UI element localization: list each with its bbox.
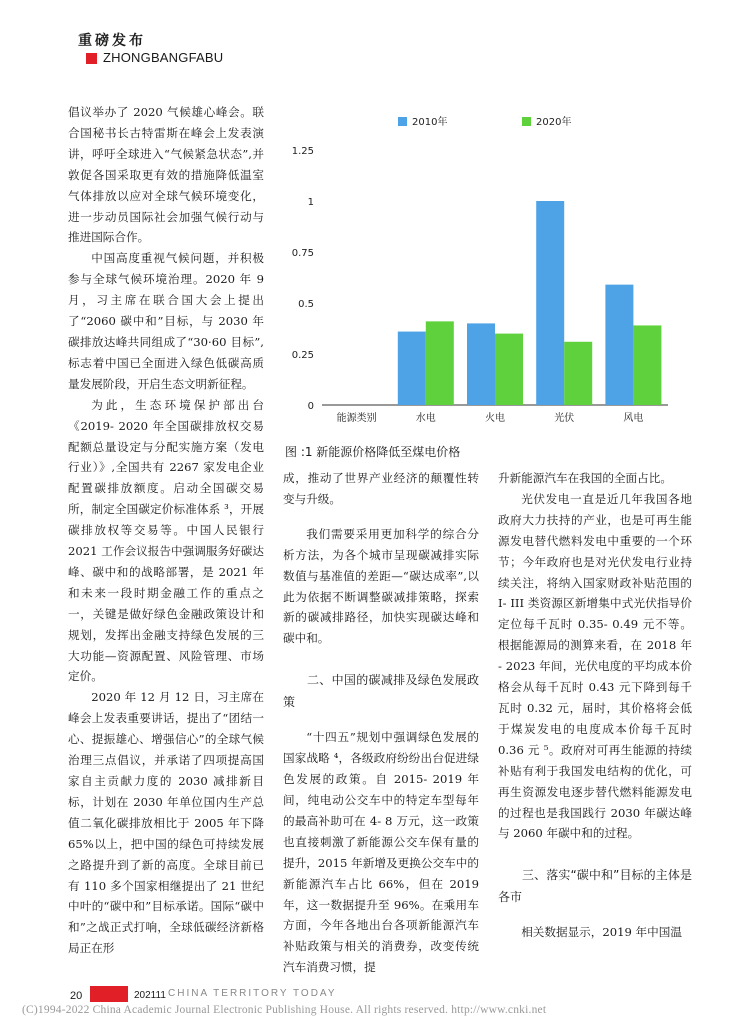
col3-paragraph-3: 相关数据显示，2019 年中国温	[521, 925, 682, 940]
section-title: 重磅发布	[78, 33, 146, 49]
bar	[426, 321, 454, 405]
x-tick-label: 能源类别	[336, 413, 377, 424]
bar	[564, 342, 592, 405]
y-tick-label: 0.25	[291, 350, 314, 361]
col2-paragraph-3: “十四五”规划中强调绿色发展的国家战略 ⁴，各级政府纷纷出台促进绿色发展的政策。自 2015- 2019 年间，纯电动公交车中的特定车型每年的最高补助可在 4- 8 万元，这一政策也直接刺激了新能源公交车保有量的提升，2015 年新增及更换公交车中的新能源汽车占比 66%，但在 2019 年，这一数据提升至 96%。在乘用车方面，今年各地出台各项新能源汽车补贴政策与相关的消费券，改变传统汽车消费习惯，提	[283, 730, 479, 975]
y-tick-label: 1.25	[291, 146, 314, 157]
copyright-line: (C)1994-2022 China Academic Journal Electronic Publishing House. All rights reserved. http://www.cnki.net	[22, 1004, 547, 1016]
bar	[633, 325, 661, 405]
y-tick-label: 0	[307, 401, 314, 412]
legend-label: 2010年	[412, 117, 448, 128]
y-tick-label: 1	[307, 197, 314, 208]
col1-paragraph-4: 2020 年 12 月 12 日，习主席在峰会上发表重要讲话，提出了“团结一心、提振雄心、增强信心”的全球气候治理三点倡议，并承诺了四项提高国家自主贡献力度的 2030 减排新目标，计划在 2030 年单位国内生产总值二氧化碳排放相比于 2005 年下降 65%以上，把中国的绿色可持续发展之路提升到了新的高度。全球目前已有 110 多个国家相继提出了 21 世纪中叶的“碳中和”目标承诺。国际“碳中和”之战正式打响，全球低碳经济新格局正在形	[68, 690, 264, 956]
column-1	[68, 102, 264, 959]
column-3	[498, 468, 692, 943]
col3-paragraph-1: 升新能源汽车在我国的全面占比。	[498, 471, 672, 485]
x-tick-label: 风电	[623, 413, 644, 424]
col1-paragraph-1: 倡议举办了 2020 气候雄心峰会。联合国秘书长古特雷斯在峰会上发表演讲，呼吁全球进入“气候紧急状态”,并敦促各国采取更有效的措施降低温室气体排放以应对全球气候环境变化，进一步动员国际社会加强气候行动与推进国际合作。	[68, 105, 264, 245]
chart-svg	[280, 105, 680, 435]
column-2	[283, 468, 479, 978]
bar	[605, 285, 633, 405]
issue-number: 202111	[134, 990, 166, 1001]
x-tick-label: 光伏	[554, 413, 575, 424]
bar	[536, 201, 564, 405]
chart-caption: 图 :1 新能源价格降低至煤电价格	[285, 445, 461, 459]
section-title-pinyin: ZHONGBANGFABU	[103, 50, 224, 65]
col1-paragraph-3: 为此，生态环境保护部出台《2019- 2020 年全国碳排放权交易配额总量设定与分配实施方案（发电行业）》,全国共有 2267 家发电企业配置碳排放额度。启动全国碳交易所，制定全国碳定价标准体系 ³，开展碳排放权等交易等。中国人民银行 2021 工作会议报告中强调服务好碳达峰、碳中和的战略部署，是 2021 年和未来一段时期金融工作的重点之一，关键是做好绿色金融政策设计和规划，发挥出金融支持绿色发展的三大功能—资源配置、风险管理、市场定价。	[68, 397, 264, 684]
section-square-mark	[86, 53, 97, 64]
legend-swatch	[398, 117, 407, 126]
page-number: 20	[70, 990, 83, 1002]
x-tick-label: 火电	[485, 413, 505, 424]
y-tick-label: 0.75	[291, 248, 314, 259]
magazine-logo	[90, 986, 128, 1002]
col3-heading: 三、落实“碳中和”目标的主体是各市	[498, 868, 692, 905]
legend-label: 2020年	[536, 117, 572, 128]
bar	[467, 323, 495, 405]
legend-swatch	[522, 117, 531, 126]
col2-paragraph-2: 我们需要采用更加科学的综合分析方法，为各个城市呈现碳减排实际数值与基准值的差距—“碳达成率”,以此为依据不断调整碳减排策略，探索新的碳减排路径，加快实现碳达峰和碳中和。	[283, 526, 479, 646]
col1-paragraph-2: 中国高度重视气候问题，并积极参与全球气候环境治理。2020 年 9 月，习主席在联合国大会上提出了“2060 碳中和”目标，与 2030 年碳排放达峰共同组成了“30·60 目标”,标志着中国已全面进入绿色低碳高质量发展阶段，开启生态文明新征程。	[68, 251, 264, 391]
magazine-name: CHINA TERRITORY TODAY	[168, 988, 337, 999]
bar	[495, 334, 523, 405]
y-tick-label: 0.5	[298, 299, 314, 310]
col3-paragraph-2: 光伏发电一直是近几年我国各地政府大力扶持的产业，也是可再生能源发电替代燃料发电中重要的一个环节；今年政府也是对光伏发电行业持续关注，将纳入国家财政补贴范围的 I- III 类资源区新增集中式光伏指导价定位每千瓦时 0.35- 0.49 元不等。根据能源局的测算来看，在 2018 年 - 2023 年间，光伏电度的平均成本价格会从每千瓦时 0.43 元下降到每千瓦时 0.32 元，届时，其价格将会低于煤炭发电的电度成本价每千瓦时 0.36 元 ⁵。政府对可再生能源的持续补贴有利于我国发电结构的优化，可再生资源发电逐步替代燃料能源发电的过程也是我国践行 2030 年碳达峰与 2060 年碳中和的过程。	[498, 491, 692, 841]
bar	[398, 332, 426, 405]
x-tick-label: 水电	[415, 413, 436, 424]
col2-paragraph-1: 成，推动了世界产业经济的颠覆性转变与升级。	[283, 471, 479, 506]
chart	[280, 105, 680, 435]
col2-heading: 二、中国的碳减排及绿色发展政策	[283, 673, 479, 710]
